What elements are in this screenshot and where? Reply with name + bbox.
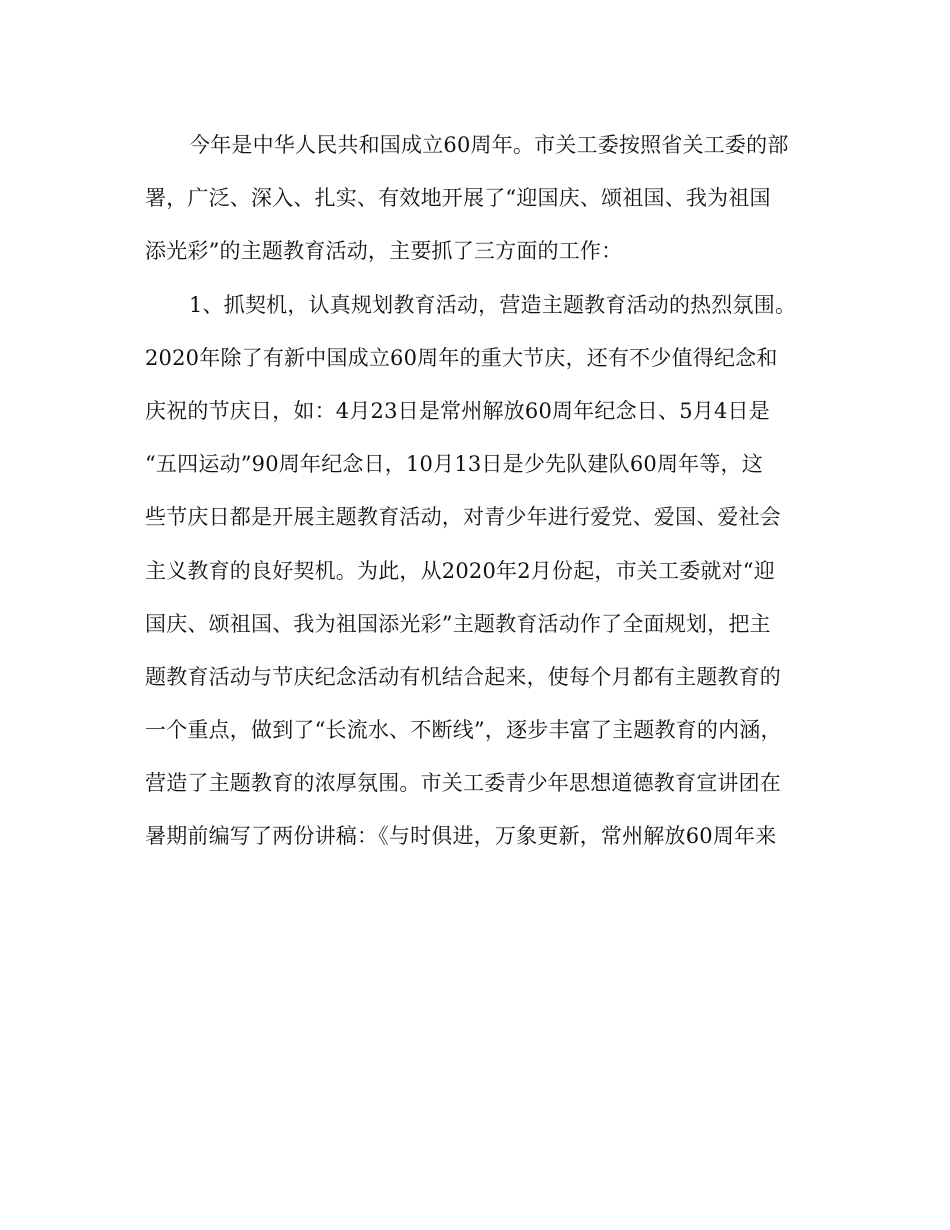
body-text xyxy=(145,125,815,870)
text-line-1: 今年是中华人民共和国成立60周年。市关工委按照省关工委的部 xyxy=(189,133,789,157)
text-line-2: 署，广泛、深入、扎实、有效地开展了“迎国庆、颂祖国、我为祖国 xyxy=(145,186,771,211)
text-line-9: 主义教育的良好契机。为此，从2020年2月份起，市关工委就对“迎 xyxy=(145,558,775,583)
text-line-12: 一个重点，做到了“长流水、不断线”，逐步丰富了主题教育的内涵， xyxy=(145,718,782,743)
text-line-13: 营造了主题教育的浓厚氛围。市关工委青少年思想道德教育宣讲团在 xyxy=(145,771,781,796)
text-line-3: 添光彩”的主题教育活动，主要抓了三方面的工作： xyxy=(145,239,623,264)
text-line-5: 2020年除了有新中国成立60周年的重大节庆，还有不少值得纪念和 xyxy=(145,345,778,370)
text-line-11: 题教育活动与节庆纪念活动有机结合起来，使每个月都有主题教育的 xyxy=(145,664,781,689)
text-line-7: “五四运动”90周年纪念日，10月13日是少先队建队60周年等，这 xyxy=(145,452,763,477)
text-line-8: 些节庆日都是开展主题教育活动，对青少年进行爱党、爱国、爱社会 xyxy=(145,505,781,530)
text-line-14: 暑期前编写了两份讲稿：《与时俱进，万象更新，常州解放60周年来 xyxy=(145,824,777,849)
text-line-4: 1、抓契机，认真规划教育活动，营造主题教育活动的热烈氛围。 xyxy=(189,292,797,317)
text-line-6: 庆祝的节庆日，如：4月23日是常州解放60周年纪念日、5月4日是 xyxy=(145,398,770,423)
text-line-10: 国庆、颂祖国、我为祖国添光彩”主题教育活动作了全面规划，把主 xyxy=(145,611,771,636)
